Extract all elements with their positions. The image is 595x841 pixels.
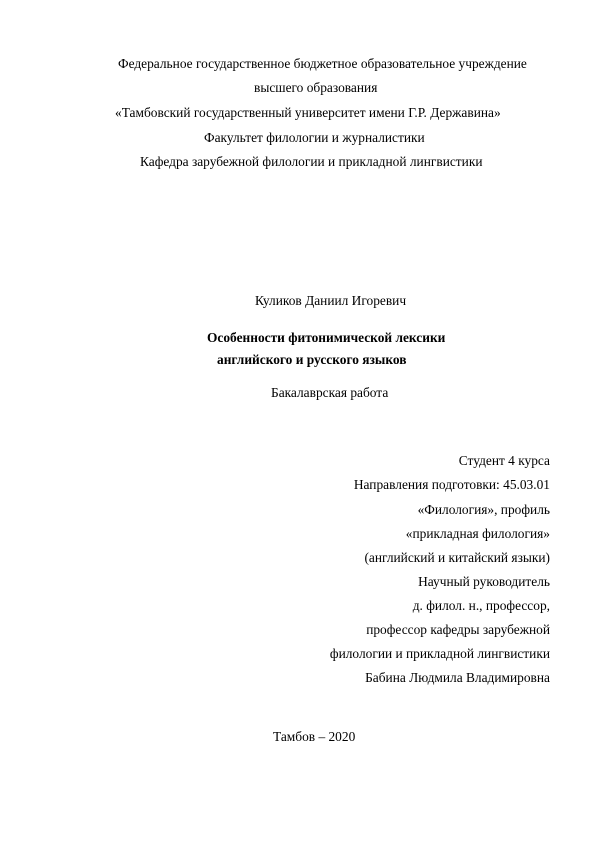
city-year: Тамбов – 2020 — [273, 729, 356, 744]
details-line: профессор кафедры зарубежной — [366, 622, 550, 637]
author-name: Куликов Даниил Игоревич — [255, 293, 407, 308]
details-line: Направления подготовки: 45.03.01 — [353, 477, 550, 492]
details-line: Научный руководитель — [418, 574, 550, 589]
details-line: «Филология», профиль — [417, 502, 550, 517]
institution-line-2: высшего образования — [254, 80, 378, 95]
university-name: «Тамбовский государственный университет имени Г.Р. Державина» — [115, 105, 501, 120]
institution-line-1: Федеральное государственное бюджетное образовательное учреждение — [118, 56, 527, 71]
thesis-title-line-1: Особенности фитонимической лексики — [207, 330, 446, 345]
faculty-name: Факультет филологии и журналистики — [204, 130, 425, 145]
details-line: Бабина Людмила Владимировна — [365, 670, 550, 685]
details-line: Студент 4 курса — [458, 453, 550, 468]
work-type: Бакалаврская работа — [271, 385, 389, 400]
details-line: «прикладная филология» — [405, 526, 550, 541]
details-line: (английский и китайский языки) — [364, 550, 550, 565]
details-line: д. филол. н., профессор, — [412, 598, 550, 613]
details-line: филологии и прикладной лингвистики — [329, 646, 550, 661]
department-name: Кафедра зарубежной филологии и прикладной лингвистики — [140, 154, 483, 169]
thesis-title-line-2: английского и русского языков — [217, 352, 407, 367]
